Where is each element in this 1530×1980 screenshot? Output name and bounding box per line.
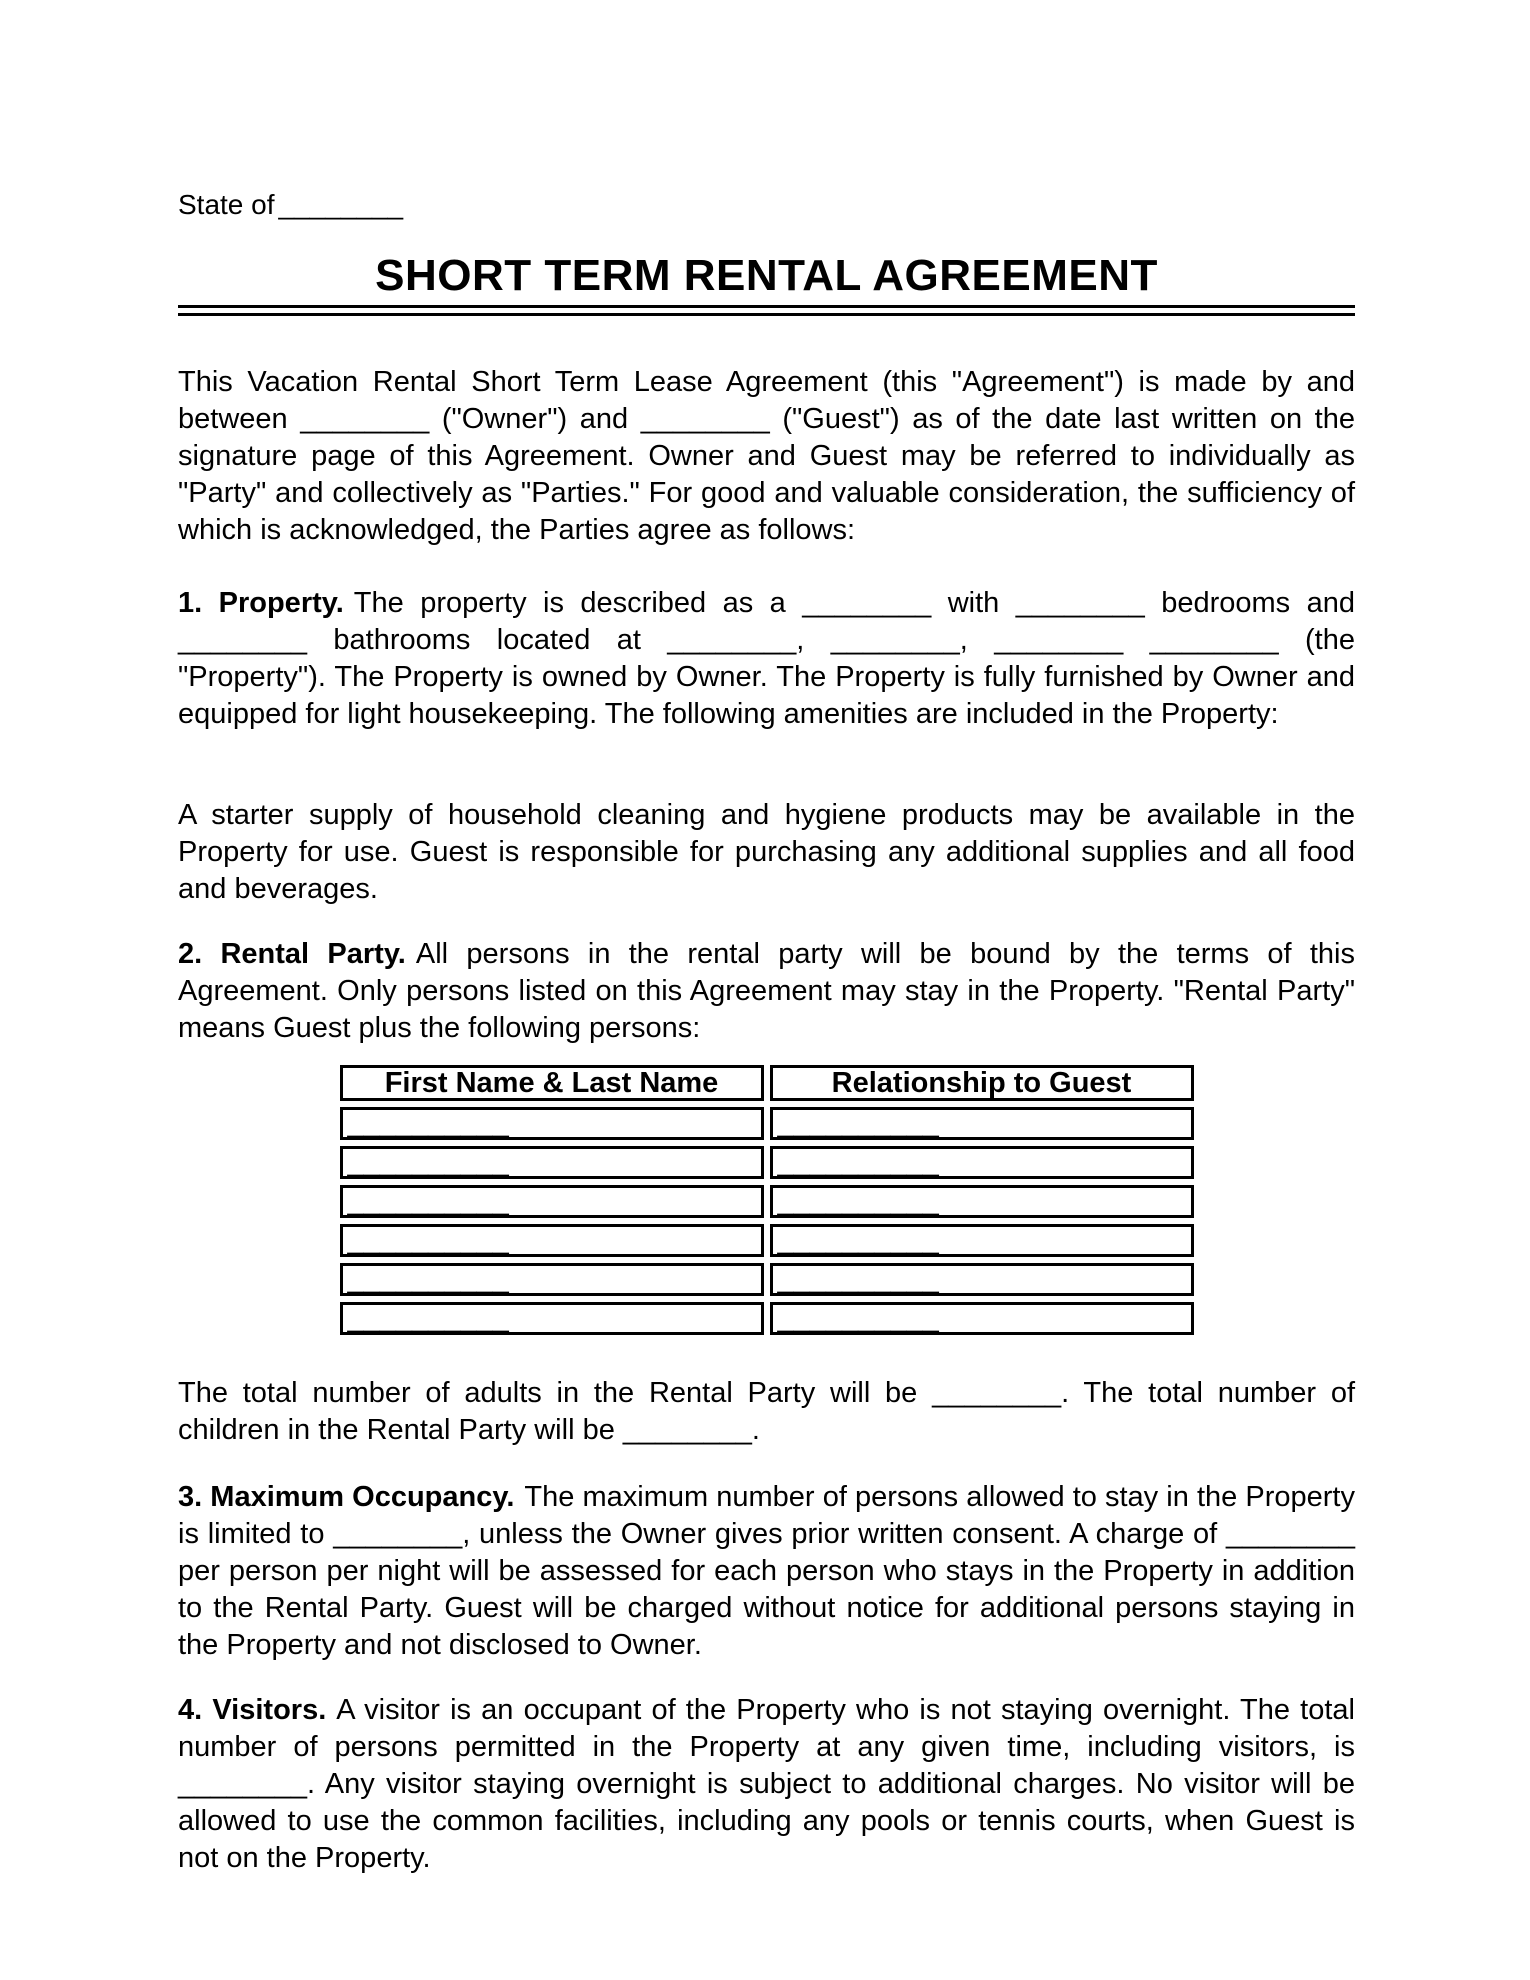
section-2-text: All persons in the rental party will be bound by the terms of this Agreement. Only persons listed on this Agreement may stay in the Property. "Rental Party" means Guest plus the following persons: xyxy=(178,938,1355,1044)
rental-party-table xyxy=(334,1059,1200,1341)
relationship-blank-cell xyxy=(770,1302,1194,1335)
name-blank-field: __________ xyxy=(347,1263,509,1295)
totals-paragraph: The total number of adults in the Rental Party will be ________. The total number of children in the Rental Party will be ________. xyxy=(178,1377,1355,1446)
relationship-blank-field: __________ xyxy=(777,1146,939,1178)
section-2-rental-party xyxy=(178,936,1355,1047)
name-blank-cell xyxy=(340,1302,764,1335)
section-4-label: 4. Visitors. xyxy=(178,1694,327,1726)
table-row xyxy=(340,1185,1194,1218)
relationship-blank-cell xyxy=(770,1146,1194,1179)
relationship-blank-cell xyxy=(770,1107,1194,1140)
section-4-visitors xyxy=(178,1692,1355,1877)
state-of-label: State of xyxy=(178,189,275,220)
section-4-text: A visitor is an occupant of the Property who is not staying overnight. The total number of persons permitted in the Property at any given time, including visitors, is ________. Any visitor staying overnight is subject to additional charges. No visitor will be allowed to use the common facilities, including any pools or tennis courts, when Guest is not on the Property. xyxy=(178,1694,1355,1874)
relationship-blank-cell xyxy=(770,1224,1194,1257)
name-blank-cell xyxy=(340,1185,764,1218)
section-3-text: The maximum number of persons allowed to stay in the Property is limited to ________, unless the Owner gives prior written consent. A charge of ________ per person per night will be assessed for each person who stays in the Property in addition to the Rental Party. Guest will be charged without notice for additional persons staying in the Property and not disclosed to Owner. xyxy=(178,1481,1355,1661)
relationship-blank-field: __________ xyxy=(777,1185,939,1217)
name-blank-field: __________ xyxy=(347,1185,509,1217)
name-blank-cell xyxy=(340,1146,764,1179)
intro-paragraph: This Vacation Rental Short Term Lease Agreement (this "Agreement") is made by and between ________ ("Owner") and ________ ("Guest") as of the date last written on the signature page of this Agreement. Owner and Guest may be referred to individually as "Party" and collectively as "Parties." For good and valuable consideration, the sufficiency of which is acknowledged, the Parties agree as follows: xyxy=(178,366,1355,546)
title-underline-rule xyxy=(178,305,1355,316)
section-3-label: 3. Maximum Occupancy. xyxy=(178,1481,515,1513)
name-blank-field: __________ xyxy=(347,1224,509,1256)
name-blank-field: __________ xyxy=(347,1146,509,1178)
state-of-line xyxy=(178,186,1355,223)
section-1-text: The property is described as a ________ with ________ bedrooms and ________ bathrooms located at ________, ________, ________ ________ (the "Property"). The Property is owned by Owner. The Property is fully furnished by Owner and equipped for light housekeeping. The following amenities are included in the Property: xyxy=(178,587,1355,730)
relationship-blank-field: __________ xyxy=(777,1107,939,1139)
page-title: SHORT TERM RENTAL AGREEMENT xyxy=(375,251,1158,300)
name-blank-field: __________ xyxy=(347,1107,509,1139)
name-blank-cell xyxy=(340,1107,764,1140)
table-header-relationship: Relationship to Guest xyxy=(770,1065,1194,1101)
section-2-label: 2. Rental Party. xyxy=(178,938,406,970)
name-blank-cell xyxy=(340,1263,764,1296)
table-header-first-last-name: First Name & Last Name xyxy=(340,1065,764,1101)
relationship-blank-cell xyxy=(770,1263,1194,1296)
rental-party-table-body xyxy=(340,1107,1194,1335)
table-row xyxy=(340,1146,1194,1179)
table-row xyxy=(340,1224,1194,1257)
relationship-blank-field: __________ xyxy=(777,1224,939,1256)
document-content xyxy=(178,0,1355,1877)
table-row xyxy=(340,1263,1194,1296)
rental-party-table-head xyxy=(340,1065,1194,1101)
state-of-blank-field: ________ xyxy=(278,189,404,220)
table-header-row xyxy=(340,1065,1194,1101)
relationship-blank-field: __________ xyxy=(777,1263,939,1295)
relationship-blank-field: __________ xyxy=(777,1302,939,1334)
name-blank-cell xyxy=(340,1224,764,1257)
relationship-blank-cell xyxy=(770,1185,1194,1218)
section-3-maximum-occupancy xyxy=(178,1479,1355,1664)
section-1-property xyxy=(178,585,1355,733)
table-row xyxy=(340,1302,1194,1335)
section-1-label: 1. Property. xyxy=(178,587,344,619)
supply-note-paragraph: A starter supply of household cleaning and hygiene products may be available in the Property for use. Guest is responsible for purchasing any additional supplies and all food and beverages. xyxy=(178,799,1355,905)
table-row xyxy=(340,1107,1194,1140)
name-blank-field: __________ xyxy=(347,1302,509,1334)
